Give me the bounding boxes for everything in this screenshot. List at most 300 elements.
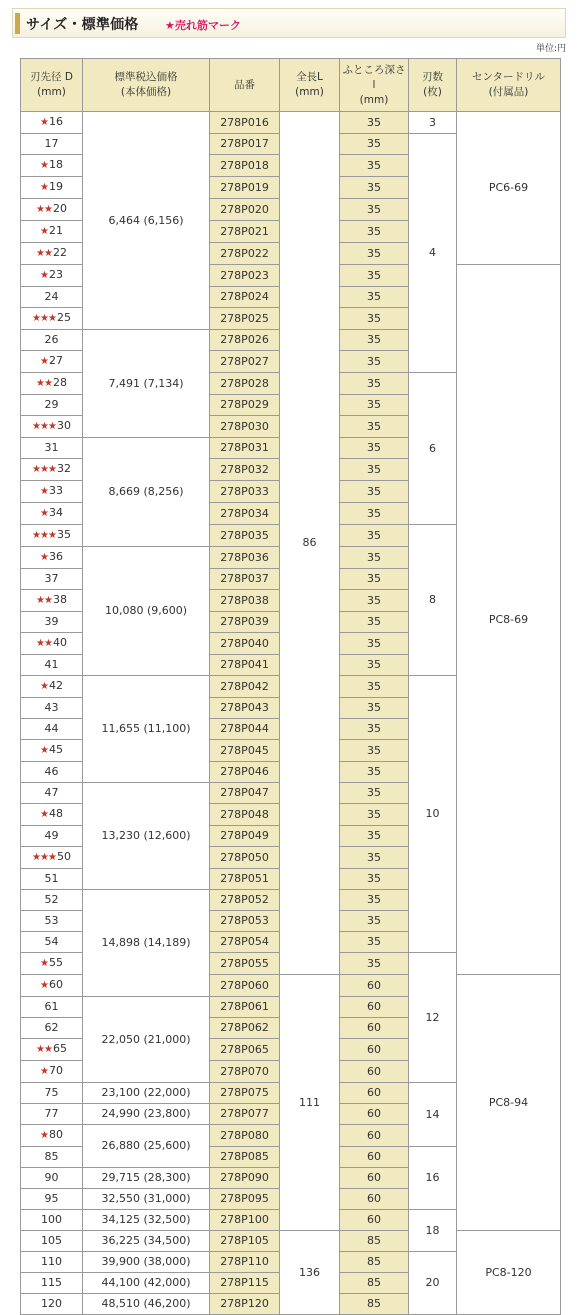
bestseller-stars: ★ [40, 681, 48, 692]
blade-count-cell: 16 [409, 1147, 457, 1210]
price-cell: 22,050 (21,000) [83, 997, 210, 1083]
unit-note: 単位:円 [535, 44, 566, 54]
diameter-value: 105 [41, 1234, 62, 1247]
diameter-value: 26 [44, 333, 59, 346]
header-throat-depth [340, 59, 409, 112]
throat-depth-cell: 60 [340, 1168, 409, 1189]
diameter-cell [21, 1083, 83, 1104]
price-cell: 23,100 (22,000) [83, 1083, 210, 1104]
throat-depth-cell: 35 [340, 503, 409, 525]
diameter-cell [21, 975, 83, 997]
center-drill-cell: PC6-69 [457, 112, 561, 265]
blade-count-cell: 6 [409, 373, 457, 525]
throat-depth-cell: 60 [340, 1061, 409, 1083]
blade-count-cell: 4 [409, 134, 457, 373]
bestseller-legend: ★売れ筋マーク [165, 19, 241, 32]
diameter-cell [21, 503, 83, 525]
diameter-value: 36 [48, 550, 63, 563]
throat-depth-cell: 35 [340, 438, 409, 459]
part-number-cell: 278P043 [210, 698, 280, 719]
part-number-cell: 278P052 [210, 890, 280, 911]
header-price [83, 59, 210, 112]
part-number-cell: 278P047 [210, 783, 280, 804]
diameter-cell [21, 1061, 83, 1083]
throat-depth-cell: 35 [340, 612, 409, 633]
overall-length-cell: 111 [280, 975, 340, 1231]
diameter-cell [21, 1018, 83, 1039]
throat-depth-cell: 60 [340, 1189, 409, 1210]
diameter-value: 49 [44, 829, 59, 842]
bestseller-stars: ★★ [36, 638, 52, 649]
header-overall-length-line: 全長L [296, 71, 323, 83]
throat-depth-cell: 60 [340, 1018, 409, 1039]
diameter-value: 65 [52, 1042, 67, 1055]
diameter-cell [21, 890, 83, 911]
diameter-value: 62 [44, 1021, 59, 1034]
table-row [21, 1231, 561, 1252]
part-number-cell: 278P037 [210, 569, 280, 590]
diameter-value: 77 [44, 1107, 59, 1120]
throat-depth-cell: 35 [340, 676, 409, 698]
diameter-cell [21, 265, 83, 287]
diameter-value: 100 [41, 1213, 62, 1226]
diameter-cell [21, 481, 83, 503]
bestseller-stars: ★★ [36, 204, 52, 215]
header-throat-depth-line: ふところ深さ [342, 63, 406, 76]
bestseller-stars: ★★★ [32, 852, 56, 863]
price-cell: 26,880 (25,600) [83, 1125, 210, 1168]
diameter-cell [21, 783, 83, 804]
part-number-cell: 278P051 [210, 869, 280, 890]
part-number-cell: 278P095 [210, 1189, 280, 1210]
diameter-cell [21, 1039, 83, 1061]
bestseller-stars: ★★ [36, 595, 52, 606]
part-number-cell: 278P046 [210, 762, 280, 783]
throat-depth-cell: 35 [340, 547, 409, 569]
blade-count-cell: 8 [409, 525, 457, 676]
diameter-value: 16 [48, 115, 63, 128]
diameter-value: 39 [44, 615, 59, 628]
throat-depth-cell: 60 [340, 1210, 409, 1231]
header-diameter [21, 59, 83, 112]
part-number-cell: 278P020 [210, 199, 280, 221]
throat-depth-cell: 35 [340, 804, 409, 826]
diameter-cell [21, 698, 83, 719]
part-number-cell: 278P044 [210, 719, 280, 740]
part-number-cell: 278P049 [210, 826, 280, 847]
diameter-value: 52 [44, 893, 59, 906]
diameter-cell [21, 612, 83, 633]
part-number-cell: 278P110 [210, 1252, 280, 1273]
diameter-cell [21, 1147, 83, 1168]
diameter-cell [21, 243, 83, 265]
diameter-value: 110 [41, 1255, 62, 1268]
diameter-value: 115 [41, 1276, 62, 1289]
diameter-value: 28 [52, 376, 67, 389]
part-number-cell: 278P017 [210, 134, 280, 155]
diameter-value: 120 [41, 1297, 62, 1310]
blade-count-cell: 10 [409, 676, 457, 953]
header-blade-count [409, 59, 457, 112]
diameter-cell [21, 287, 83, 308]
price-cell: 39,900 (38,000) [83, 1252, 210, 1273]
price-cell: 29,715 (28,300) [83, 1168, 210, 1189]
part-number-cell: 278P029 [210, 395, 280, 416]
throat-depth-cell: 35 [340, 890, 409, 911]
bestseller-stars: ★ [40, 486, 48, 497]
diameter-value: 34 [48, 506, 63, 519]
section-title: サイズ・標準価格 [26, 17, 139, 33]
center-drill-cell: PC8-94 [457, 975, 561, 1231]
diameter-cell [21, 330, 83, 351]
price-cell: 10,080 (9,600) [83, 547, 210, 676]
throat-depth-cell: 35 [340, 932, 409, 953]
blade-count-cell: 3 [409, 112, 457, 134]
header-overall-length-line: (mm) [295, 86, 324, 98]
blade-count-cell: 20 [409, 1252, 457, 1315]
throat-depth-cell: 35 [340, 416, 409, 438]
throat-depth-cell: 35 [340, 155, 409, 177]
throat-depth-cell: 35 [340, 177, 409, 199]
price-cell: 14,898 (14,189) [83, 890, 210, 997]
diameter-cell [21, 459, 83, 481]
header-price-line: (本体価格) [120, 86, 172, 98]
diameter-value: 90 [44, 1171, 59, 1184]
header-diameter-line: (mm) [37, 86, 66, 98]
throat-depth-cell: 35 [340, 525, 409, 547]
part-number-cell: 278P048 [210, 804, 280, 826]
diameter-value: 22 [52, 246, 67, 259]
diameter-cell [21, 134, 83, 155]
diameter-cell [21, 155, 83, 177]
bestseller-stars: ★★ [36, 1044, 52, 1055]
header-diameter-line: 刃先径 D [30, 71, 73, 83]
throat-depth-cell: 35 [340, 330, 409, 351]
diameter-cell [21, 416, 83, 438]
price-cell: 32,550 (31,000) [83, 1189, 210, 1210]
bestseller-stars: ★★ [36, 378, 52, 389]
throat-depth-cell: 35 [340, 655, 409, 676]
bestseller-stars: ★ [40, 160, 48, 171]
throat-depth-cell: 60 [340, 1039, 409, 1061]
diameter-value: 18 [48, 158, 63, 171]
header-overall-length [280, 59, 340, 112]
blade-count-cell: 18 [409, 1210, 457, 1252]
part-number-cell: 278P054 [210, 932, 280, 953]
part-number-cell: 278P120 [210, 1294, 280, 1315]
part-number-cell: 278P061 [210, 997, 280, 1018]
throat-depth-cell: 35 [340, 243, 409, 265]
part-number-cell: 278P024 [210, 287, 280, 308]
throat-depth-cell: 85 [340, 1294, 409, 1315]
diameter-value: 61 [44, 1000, 59, 1013]
diameter-cell [21, 1189, 83, 1210]
table-header-row [21, 59, 561, 112]
throat-depth-cell: 35 [340, 783, 409, 804]
header-throat-depth-line: l [372, 78, 376, 91]
diameter-cell [21, 997, 83, 1018]
diameter-cell [21, 633, 83, 655]
diameter-cell [21, 547, 83, 569]
part-number-cell: 278P018 [210, 155, 280, 177]
center-drill-cell: PC8-120 [457, 1231, 561, 1315]
part-number-cell: 278P031 [210, 438, 280, 459]
throat-depth-cell: 35 [340, 698, 409, 719]
diameter-cell [21, 1294, 83, 1315]
size-price-table [20, 58, 561, 1315]
bestseller-stars: ★ [40, 809, 48, 820]
throat-depth-cell: 85 [340, 1273, 409, 1294]
diameter-cell [21, 1210, 83, 1231]
part-number-cell: 278P040 [210, 633, 280, 655]
diameter-value: 21 [48, 224, 63, 237]
diameter-value: 38 [52, 593, 67, 606]
throat-depth-cell: 35 [340, 373, 409, 395]
diameter-cell [21, 804, 83, 826]
diameter-value: 40 [52, 636, 67, 649]
throat-depth-cell: 35 [340, 287, 409, 308]
part-number-cell: 278P060 [210, 975, 280, 997]
diameter-value: 46 [44, 765, 59, 778]
throat-depth-cell: 35 [340, 308, 409, 330]
part-number-cell: 278P090 [210, 1168, 280, 1189]
throat-depth-cell: 35 [340, 953, 409, 975]
bestseller-stars: ★★★ [32, 421, 56, 432]
part-number-cell: 278P041 [210, 655, 280, 676]
diameter-cell [21, 953, 83, 975]
diameter-value: 48 [48, 807, 63, 820]
part-number-cell: 278P025 [210, 308, 280, 330]
bestseller-stars: ★ [40, 270, 48, 281]
price-cell: 48,510 (46,200) [83, 1294, 210, 1315]
diameter-value: 45 [48, 743, 63, 756]
bestseller-stars: ★ [40, 1066, 48, 1077]
header-center-drill-line: センタードリル [471, 71, 546, 83]
throat-depth-cell: 35 [340, 719, 409, 740]
diameter-value: 23 [48, 268, 63, 281]
part-number-cell: 278P023 [210, 265, 280, 287]
diameter-cell [21, 869, 83, 890]
diameter-cell [21, 847, 83, 869]
bestseller-stars: ★ [40, 117, 48, 128]
part-number-cell: 278P038 [210, 590, 280, 612]
diameter-cell [21, 655, 83, 676]
overall-length-cell: 86 [280, 112, 340, 975]
diameter-cell [21, 177, 83, 199]
part-number-cell: 278P026 [210, 330, 280, 351]
diameter-cell [21, 762, 83, 783]
diameter-value: 51 [44, 872, 59, 885]
diameter-cell [21, 826, 83, 847]
price-cell: 11,655 (11,100) [83, 676, 210, 783]
diameter-cell [21, 308, 83, 330]
diameter-cell [21, 525, 83, 547]
section-title-bar [12, 8, 566, 38]
throat-depth-cell: 85 [340, 1231, 409, 1252]
diameter-value: 31 [44, 441, 59, 454]
center-drill-cell: PC8-69 [457, 265, 561, 975]
throat-depth-cell: 35 [340, 869, 409, 890]
bestseller-stars: ★ [40, 356, 48, 367]
diameter-value: 95 [44, 1192, 59, 1205]
throat-depth-cell: 35 [340, 826, 409, 847]
header-center-drill-line: (付属品) [488, 86, 529, 98]
diameter-value: 80 [48, 1128, 63, 1141]
throat-depth-cell: 35 [340, 351, 409, 373]
bestseller-stars: ★ [40, 508, 48, 519]
throat-depth-cell: 35 [340, 633, 409, 655]
part-number-cell: 278P027 [210, 351, 280, 373]
throat-depth-cell: 60 [340, 975, 409, 997]
part-number-cell: 278P035 [210, 525, 280, 547]
throat-depth-cell: 35 [340, 459, 409, 481]
header-throat-depth-line: (mm) [359, 93, 389, 106]
price-cell: 8,669 (8,256) [83, 438, 210, 547]
price-cell: 34,125 (32,500) [83, 1210, 210, 1231]
part-number-cell: 278P050 [210, 847, 280, 869]
diameter-cell [21, 1104, 83, 1125]
diameter-cell [21, 932, 83, 953]
diameter-cell [21, 373, 83, 395]
price-cell: 24,990 (23,800) [83, 1104, 210, 1125]
throat-depth-cell: 35 [340, 740, 409, 762]
diameter-cell [21, 221, 83, 243]
diameter-cell [21, 740, 83, 762]
diameter-value: 35 [56, 528, 71, 541]
part-number-cell: 278P065 [210, 1039, 280, 1061]
part-number-cell: 278P022 [210, 243, 280, 265]
part-number-cell: 278P062 [210, 1018, 280, 1039]
diameter-value: 20 [52, 202, 67, 215]
part-number-cell: 278P100 [210, 1210, 280, 1231]
diameter-cell [21, 719, 83, 740]
throat-depth-cell: 35 [340, 911, 409, 932]
throat-depth-cell: 85 [340, 1252, 409, 1273]
bestseller-stars: ★ [40, 552, 48, 563]
price-cell: 6,464 (6,156) [83, 112, 210, 330]
diameter-value: 44 [44, 722, 59, 735]
part-number-cell: 278P105 [210, 1231, 280, 1252]
diameter-value: 37 [44, 572, 59, 585]
price-cell: 44,100 (42,000) [83, 1273, 210, 1294]
throat-depth-cell: 35 [340, 395, 409, 416]
diameter-value: 30 [56, 419, 71, 432]
diameter-value: 27 [48, 354, 63, 367]
part-number-cell: 278P030 [210, 416, 280, 438]
part-number-cell: 278P077 [210, 1104, 280, 1125]
title-accent-bar [15, 13, 20, 34]
diameter-cell [21, 395, 83, 416]
diameter-cell [21, 911, 83, 932]
throat-depth-cell: 35 [340, 134, 409, 155]
bestseller-stars: ★ [40, 958, 48, 969]
part-number-cell: 278P075 [210, 1083, 280, 1104]
price-cell: 13,230 (12,600) [83, 783, 210, 890]
throat-depth-cell: 60 [340, 1147, 409, 1168]
throat-depth-cell: 35 [340, 847, 409, 869]
diameter-value: 75 [44, 1086, 59, 1099]
diameter-value: 33 [48, 484, 63, 497]
diameter-value: 17 [44, 137, 59, 150]
bestseller-stars: ★★★ [32, 464, 56, 475]
header-blade-count-line: (枚) [423, 86, 442, 98]
part-number-cell: 278P070 [210, 1061, 280, 1083]
diameter-value: 25 [56, 311, 71, 324]
diameter-cell [21, 569, 83, 590]
bestseller-stars: ★★★ [32, 530, 56, 541]
part-number-cell: 278P028 [210, 373, 280, 395]
part-number-cell: 278P085 [210, 1147, 280, 1168]
diameter-value: 41 [44, 658, 59, 671]
diameter-value: 32 [56, 462, 71, 475]
diameter-value: 55 [48, 956, 63, 969]
table-body [21, 112, 561, 1315]
diameter-value: 54 [44, 935, 59, 948]
diameter-cell [21, 112, 83, 134]
part-number-cell: 278P036 [210, 547, 280, 569]
diameter-cell [21, 1168, 83, 1189]
diameter-value: 24 [44, 290, 59, 303]
bestseller-stars: ★ [40, 980, 48, 991]
diameter-cell [21, 1252, 83, 1273]
table-row [21, 112, 561, 134]
diameter-cell [21, 438, 83, 459]
header-center-drill [457, 59, 561, 112]
part-number-cell: 278P080 [210, 1125, 280, 1147]
bestseller-stars: ★ [40, 182, 48, 193]
part-number-cell: 278P115 [210, 1273, 280, 1294]
diameter-cell [21, 1125, 83, 1147]
bestseller-stars: ★★ [36, 248, 52, 259]
bestseller-stars: ★ [40, 226, 48, 237]
header-blade-count-line: 刃数 [422, 71, 443, 83]
throat-depth-cell: 35 [340, 762, 409, 783]
part-number-cell: 278P021 [210, 221, 280, 243]
throat-depth-cell: 60 [340, 997, 409, 1018]
price-cell: 36,225 (34,500) [83, 1231, 210, 1252]
diameter-value: 43 [44, 701, 59, 714]
throat-depth-cell: 60 [340, 1083, 409, 1104]
part-number-cell: 278P019 [210, 177, 280, 199]
diameter-cell [21, 676, 83, 698]
throat-depth-cell: 60 [340, 1125, 409, 1147]
throat-depth-cell: 35 [340, 569, 409, 590]
header-part-number-line: 品番 [234, 78, 255, 91]
diameter-value: 60 [48, 978, 63, 991]
part-number-cell: 278P053 [210, 911, 280, 932]
diameter-value: 50 [56, 850, 71, 863]
bestseller-stars: ★ [40, 1130, 48, 1141]
throat-depth-cell: 35 [340, 112, 409, 134]
diameter-value: 29 [44, 398, 59, 411]
part-number-cell: 278P016 [210, 112, 280, 134]
bestseller-stars: ★ [40, 745, 48, 756]
diameter-value: 42 [48, 679, 63, 692]
throat-depth-cell: 35 [340, 199, 409, 221]
part-number-cell: 278P039 [210, 612, 280, 633]
header-price-line: 標準税込価格 [114, 71, 178, 83]
diameter-cell [21, 1231, 83, 1252]
part-number-cell: 278P033 [210, 481, 280, 503]
blade-count-cell: 14 [409, 1083, 457, 1147]
throat-depth-cell: 35 [340, 590, 409, 612]
bestseller-stars: ★★★ [32, 313, 56, 324]
diameter-value: 53 [44, 914, 59, 927]
diameter-value: 70 [48, 1064, 63, 1077]
header-part-number [210, 59, 280, 112]
part-number-cell: 278P034 [210, 503, 280, 525]
blade-count-cell: 12 [409, 953, 457, 1083]
